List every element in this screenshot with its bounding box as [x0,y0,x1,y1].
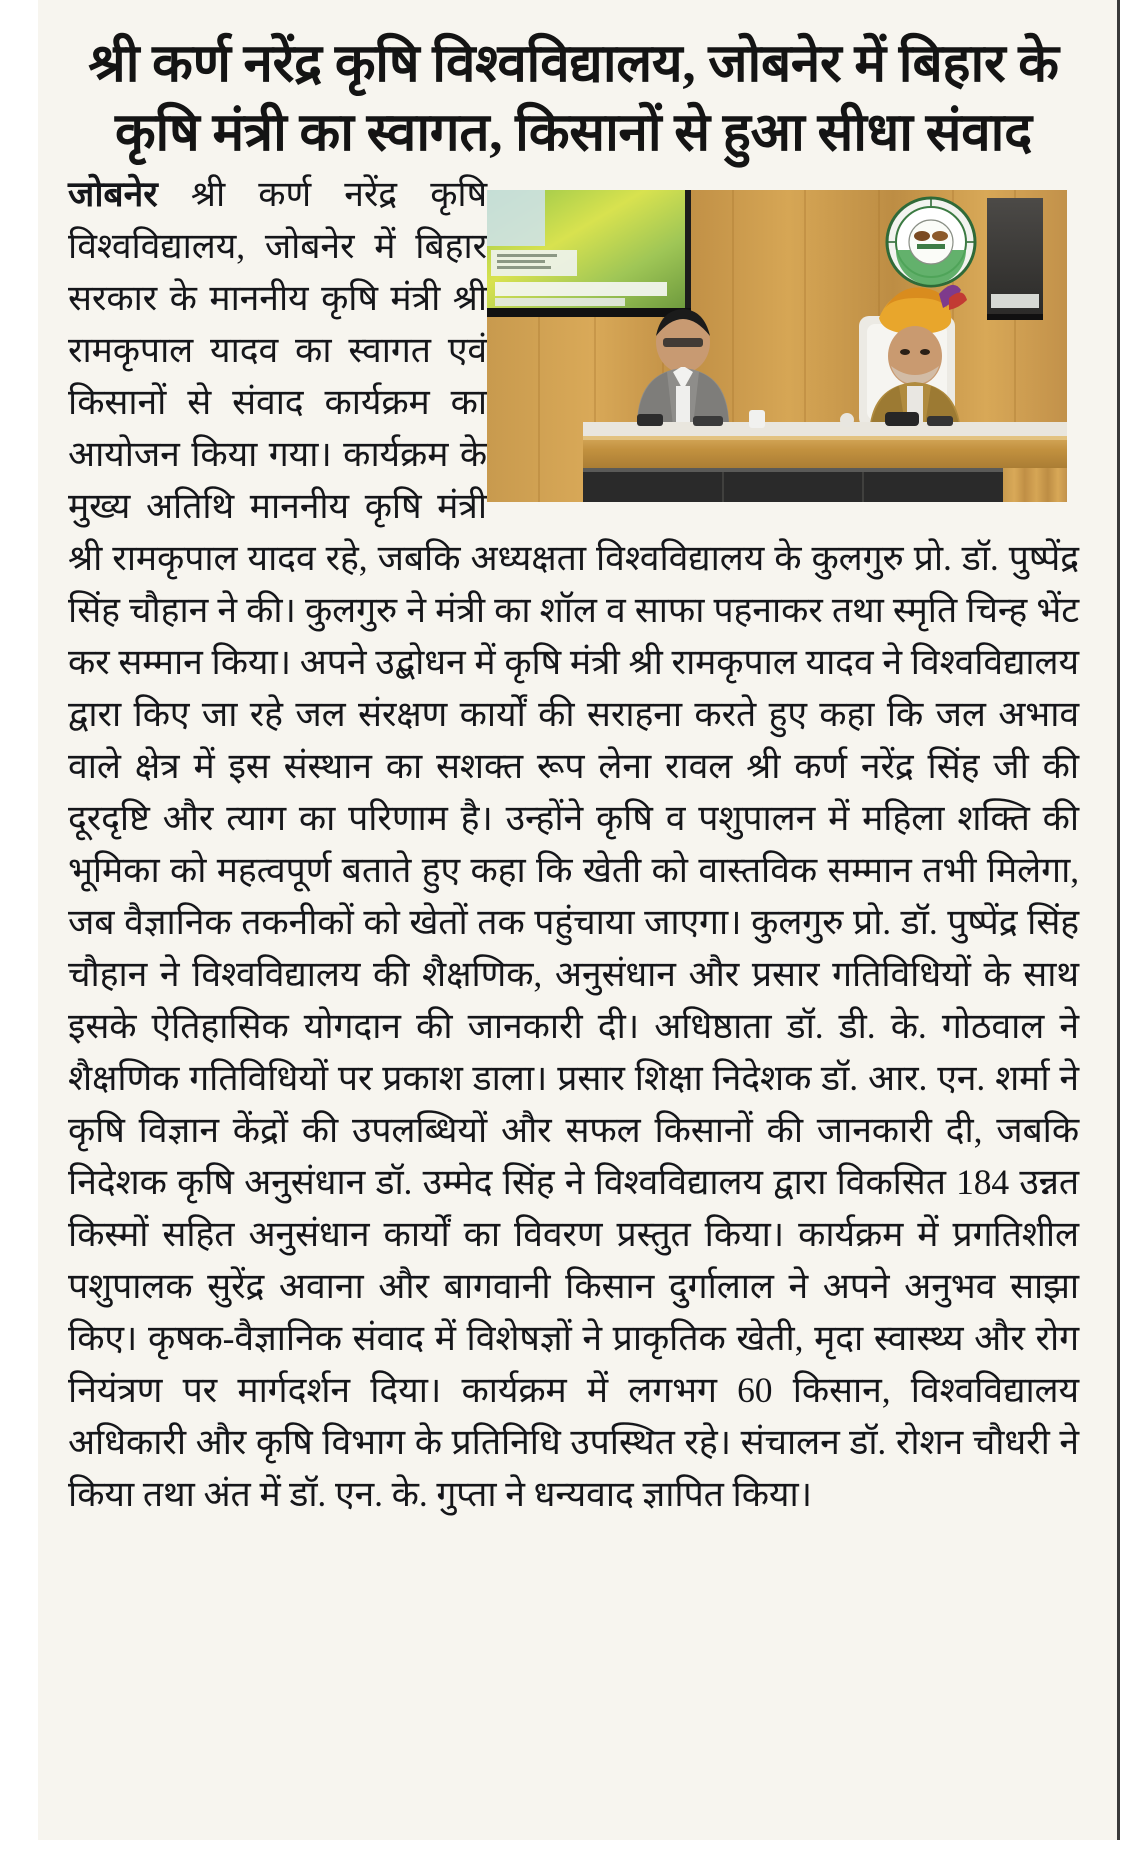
article-body-text: श्री कर्ण नरेंद्र कृषि विश्वविद्यालय, जोबनेर में बिहार सरकार के माननीय कृषि मंत्री श्री रामकृपाल यादव का स्वागत एवं किसानों से संवाद कार्यक्रम का आयोजन किया गया। कार्यक्रम के मुख्य अतिथि माननीय कृषि मंत्री श्री रामकृपाल यादव रहे, जबकि अध्यक्षता विश्वविद्यालय के कुलगुरु प्रो. डॉ. पुष्पेंद्र सिंह चौहान ने की। कुलगुरु ने मंत्री का शॉल व साफा पहनाकर तथा स्मृति चिन्ह भेंट कर सम्मान किया। अपने उद्बोधन में कृषि मंत्री श्री रामकृपाल यादव ने विश्वविद्यालय द्वारा किए जा रहे जल संरक्षण कार्यों की सराहना करते हुए कहा कि जल अभाव वाले क्षेत्र में इस संस्थान का सशक्त रूप लेना रावल श्री कर्ण नरेंद्र सिंह जी की दूरदृष्टि और त्याग का परिणाम है। उन्होंने कृषि व पशुपालन में महिला शक्ति की भूमिका को महत्वपूर्ण बताते हुए कहा कि खेती को वास्तविक सम्मान तभी मिलेगा, जब वैज्ञानिक तकनीकों को खेतों तक पहुंचाया जाएगा। कुलगुरु प्रो. डॉ. पुष्पेंद्र सिंह चौहान ने विश्वविद्यालय की शैक्षणिक, अनुसंधान और प्रसार गतिविधियों के साथ इसके ऐतिहासिक योगदान की जानकारी दी। अधिष्ठाता डॉ. डी. के. गोठवाल ने शैक्षणिक गतिविधियों पर प्रकाश डाला। प्रसार शिक्षा निदेशक डॉ. आर. एन. शर्मा ने कृषि विज्ञान केंद्रों की उपलब्धियों और सफल किसानों की जानकारी दी, जबकि निदेशक कृषि अनुसंधान डॉ. उम्मेद सिंह ने विश्वविद्यालय द्वारा विकसित 184 उन्नत किस्मों सहित अनुसंधान कार्यों का विवरण प्रस्तुत किया। कार्यक्रम में प्रगतिशील पशुपालक सुरेंद्र अवाना और बागवानी किसान दुर्गालाल ने अपने अनुभव साझा किए। कृषक-वैज्ञानिक संवाद में विशेषज्ञों ने प्राकृतिक खेती, मृदा स्वास्थ्य और रोग नियंत्रण पर मार्गदर्शन दिया। कार्यक्रम में लगभग 60 किसान, विश्वविद्यालय अधिकारी और कृषि विभाग के प्रतिनिधि उपस्थित रहे। संचालन डॉ. रोशन चौधरी ने किया तथा अंत में डॉ. एन. के. गुप्ता ने धन्यवाद ज्ञापित किया। [68,173,1079,1514]
photo-and-byline-band [487,168,1083,486]
article-photo [487,190,1067,502]
newsprint-column [38,0,1120,1840]
photo-illustration [487,190,1067,502]
dateline: जोबनेर [68,173,158,214]
page-title: श्री कर्ण नरेंद्र कृषि विश्वविद्यालय, जोबनेर में बिहार के कृषि मंत्री का स्वागत, किसानों से हुआ सीधा संवाद [88,35,1059,162]
